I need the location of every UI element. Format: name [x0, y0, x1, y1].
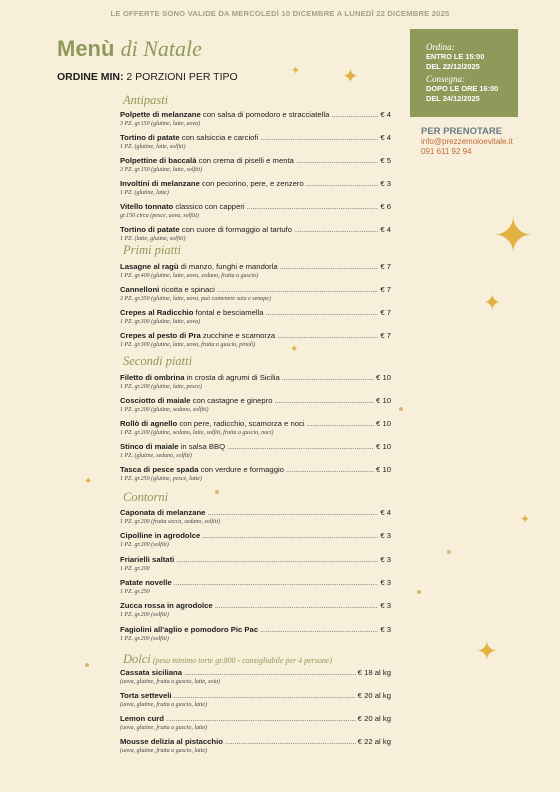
menu-item-price: € 20 al kg — [357, 691, 391, 700]
menu-item — [120, 285, 391, 303]
leader-dots — [266, 308, 379, 318]
order-min-label: ORDINE MIN: — [57, 71, 124, 83]
menu-item-row — [120, 737, 391, 747]
menu-item-bold: Cannelloni — [120, 285, 160, 294]
menu-item — [120, 179, 391, 197]
menu-item-name — [120, 262, 278, 272]
section-title-antipasti: Antipasti — [123, 93, 169, 107]
menu-item-row — [120, 285, 391, 295]
menu-item — [120, 442, 391, 460]
menu-item-price: € 10 — [376, 442, 391, 451]
menu-item-bold: Tasca di pesce spada — [120, 465, 199, 474]
menu-item-description: con salsa di pomodoro e stracciatella — [200, 110, 330, 119]
menu-item-details: 3 PZ. gr.350 (glutine, latte, uova, può contenere soia e senape) — [120, 296, 271, 302]
menu-item-price: € 4 — [380, 225, 391, 234]
menu-item-bold: Torta setteveli — [120, 691, 172, 700]
menu-item-name — [120, 691, 172, 701]
menu-item — [120, 737, 391, 755]
menu-item-row — [120, 202, 391, 212]
contact-block — [421, 126, 513, 157]
star-icon: ✦ — [476, 636, 498, 666]
menu-item — [120, 110, 391, 128]
contact-heading: PER PRENOTARE — [421, 126, 503, 137]
menu-item-bold: Vitello tonnato — [120, 202, 174, 211]
menu-item-price: € 18 al kg — [357, 668, 391, 677]
menu-item-description: con salsiccia e carciofi — [179, 133, 259, 142]
order-min-value: 2 PORZIONI PER TIPO — [126, 71, 238, 83]
menu-item-price: € 10 — [376, 396, 391, 405]
menu-item-row — [120, 225, 391, 235]
leader-dots — [331, 110, 378, 120]
section-title-dolci — [123, 652, 332, 667]
title-main: Menù — [57, 36, 115, 61]
leader-dots — [166, 714, 356, 724]
menu-item-details: 1 PZ. (glutine, sedano, solfiti) — [120, 453, 192, 459]
menu-item — [120, 225, 391, 243]
menu-item-details: gr.150 circa (pesce, uova, solfiti) — [120, 213, 199, 219]
title-accent: di Natale — [120, 36, 202, 61]
dot-icon — [417, 590, 421, 594]
menu-item — [120, 202, 391, 220]
menu-item-row — [120, 555, 391, 565]
menu-item-details: 1 PZ. gr.200 (glutine, latte, pesce) — [120, 384, 202, 390]
menu-item-row — [120, 668, 391, 678]
menu-item-name — [120, 714, 164, 724]
menu-item — [120, 668, 391, 686]
menu-item-price: € 3 — [380, 554, 391, 564]
dot-icon — [215, 490, 219, 494]
menu-item-bold: Mousse delizia al pistacchio — [120, 737, 223, 746]
menu-item-name — [120, 285, 215, 295]
menu-item-bold: Polpette di melanzane — [120, 110, 201, 119]
menu-item-description: con crema di piselli e menta — [196, 156, 294, 165]
consegna-line2: DEL 24/12/2025 — [426, 93, 480, 103]
menu-item-row — [120, 714, 391, 724]
menu-item-details: (uova, glutine, frutta a guscio, latte) — [120, 748, 207, 754]
menu-item — [120, 578, 391, 596]
menu-item-bold: Polpettine di baccalà — [120, 156, 197, 165]
dot-icon — [399, 407, 403, 411]
menu-item-description: con pecorino, pere, e zenzero — [199, 179, 304, 188]
star-icon: ✦ — [342, 66, 359, 88]
leader-dots — [286, 465, 374, 475]
menu-item-name — [120, 555, 174, 565]
menu-item-description: classico con capperi — [173, 202, 245, 211]
menu-item-details: 3 PZ. gr.150 (glutine, latte, uova) — [120, 121, 201, 127]
star-icon: ✦ — [84, 476, 93, 487]
menu-item-row — [120, 691, 391, 701]
leader-dots — [275, 396, 374, 406]
ordina-line1: ENTRO LE 15:00 — [426, 52, 485, 61]
page-title — [57, 36, 202, 62]
menu-item-details: 1 PZ. gr.250 — [120, 588, 150, 595]
star-icon: ✦ — [290, 344, 299, 355]
menu-item-details: 1 PZ. gr.300 (glutine, latte, uova) — [120, 319, 201, 325]
leader-dots — [294, 225, 378, 235]
menu-item-description: fontal e besciamella — [193, 308, 264, 317]
menu-item-name — [120, 133, 258, 143]
menu-item-details: 1 PZ. gr.200 (frutta secca, sedano, solfiti) — [120, 519, 220, 525]
menu-item — [120, 156, 391, 174]
menu-item-details: 1 PZ. gr.200 (solfiti) — [120, 612, 169, 619]
leader-dots — [247, 202, 379, 212]
section-title-contorni: Contorni — [123, 490, 169, 504]
menu-item — [120, 331, 391, 349]
menu-item-price: € 6 — [380, 202, 391, 211]
star-icon: ✦ — [483, 290, 502, 315]
menu-item-details: 1 PZ. gr.200 (solfiti) — [120, 542, 169, 549]
menu-item — [120, 308, 391, 326]
menu-item — [120, 691, 391, 709]
leader-dots — [277, 331, 378, 341]
menu-item-name — [120, 465, 284, 475]
star-icon: ✦ — [520, 512, 531, 526]
section-title-secondi: Secondi piatti — [123, 354, 193, 368]
menu-item-details: 1 PZ. gr.200 — [120, 565, 150, 572]
menu-item-bold: Lasagne al ragù — [120, 262, 179, 271]
dot-icon — [85, 663, 89, 667]
menu-item-details: (uova, glutine, frutta a guscio, latte) — [120, 702, 207, 708]
menu-item-description: con cuore di formaggio al tartufo — [179, 225, 293, 234]
menu-item-row — [120, 308, 391, 318]
menu-item-description: zucchine e scamorza — [200, 331, 276, 340]
menu-item-row — [120, 508, 391, 518]
menu-item-row — [120, 578, 391, 588]
menu-item-price: € 20 al kg — [357, 714, 391, 723]
leader-dots — [282, 373, 374, 383]
consegna-label: Consegna: — [426, 74, 465, 84]
menu-item-name — [120, 668, 182, 678]
menu-item — [120, 625, 391, 643]
menu-item-row — [120, 465, 391, 475]
menu-item-row — [120, 179, 391, 189]
leader-dots — [225, 737, 356, 747]
menu-item-name — [120, 737, 223, 747]
menu-item-description: ricotta e spinaci — [159, 285, 215, 294]
menu-item — [120, 601, 391, 619]
menu-item-row — [120, 373, 391, 383]
menu-item-row — [120, 133, 391, 143]
menu-item-row — [120, 262, 391, 272]
menu-item-price: € 4 — [380, 110, 391, 119]
menu-item-name — [120, 156, 294, 166]
menu-item-details: 3 PZ. gr.150 (glutine, latte, solfiti) — [120, 167, 203, 173]
menu-item-name — [120, 179, 304, 189]
menu-item-name — [120, 396, 273, 406]
menu-item-price: € 10 — [376, 419, 391, 428]
menu-item-description: in salsa BBQ — [178, 442, 226, 451]
menu-item-price: € 5 — [380, 156, 391, 165]
menu-item-price: € 7 — [380, 262, 391, 271]
menu-item-bold: Tortino di patate — [120, 133, 180, 142]
menu-item-description: con castagne e ginepro — [190, 396, 273, 405]
menu-item-price: € 3 — [380, 531, 391, 541]
menu-item-bold: Tortino di patate — [120, 225, 180, 234]
menu-item-name — [120, 508, 205, 518]
leader-dots — [227, 442, 374, 452]
menu-item-price: € 7 — [380, 308, 391, 317]
leader-dots — [215, 601, 379, 611]
menu-item-name — [120, 373, 280, 383]
menu-item-details: 1 PZ. gr.300 (glutine, latte, uova, frutta a guscio, pinoli) — [120, 342, 256, 348]
menu-item — [120, 555, 391, 573]
menu-item-description: di manzo, funghi e mandorla — [178, 262, 278, 271]
menu-item — [120, 419, 391, 437]
menu-item — [120, 396, 391, 414]
leader-dots — [174, 578, 379, 588]
leader-dots — [306, 179, 379, 189]
menu-item-row — [120, 601, 391, 611]
menu-item-bold: Fagiolini all'aglio e pomodoro Pic Pac — [120, 624, 259, 634]
menu-item-price: € 3 — [380, 179, 391, 188]
menu-item — [120, 508, 391, 526]
menu-item-bold: Crepes al Radicchio — [120, 308, 194, 317]
validity-notice: LE OFFERTE SONO VALIDE DA MERCOLEDÌ 10 DICEMBRE A LUNEDÌ 22 DICEMBRE 2025 — [110, 9, 450, 18]
menu-item-row — [120, 419, 391, 429]
menu-item-price: € 3 — [380, 577, 391, 587]
menu-item-bold: Stinco di maiale — [120, 442, 179, 451]
menu-item-name — [120, 308, 264, 318]
menu-item-row — [120, 110, 391, 120]
menu-item-name — [120, 110, 329, 120]
menu-item-row — [120, 396, 391, 406]
menu-item-price: € 3 — [380, 601, 391, 611]
menu-item-details: 1 PZ. gr.250 (glutine, pesce, latte) — [120, 476, 202, 482]
menu-item-name — [120, 625, 258, 635]
menu-item-bold: Involtini di melanzane — [120, 179, 200, 188]
menu-item-row — [120, 625, 391, 635]
menu-item-row — [120, 156, 391, 166]
menu-item-price: € 7 — [380, 285, 391, 294]
menu-item-details: 1 PZ. gr.200 (solfiti) — [120, 635, 169, 642]
menu-item-price: € 7 — [380, 331, 391, 340]
star-icon: ✦ — [493, 210, 534, 263]
menu-item-bold: Filetto di ombrina — [120, 373, 185, 382]
menu-item-bold: Crepes al pesto di Pra — [120, 331, 201, 340]
menu-item — [120, 133, 391, 151]
menu-item — [120, 373, 391, 391]
leader-dots — [280, 262, 379, 272]
contact-phone[interactable]: 091 611 92 94 — [421, 147, 472, 156]
leader-dots — [202, 531, 378, 541]
menu-item-details: 1 PZ. gr.200 (glutine, sedano, latte, solfiti, frutta a guscio, noci) — [120, 430, 274, 436]
menu-item — [120, 531, 391, 549]
menu-item-description: con pere, radicchio, scamorza e noci — [177, 419, 305, 428]
ordina-line2: DEL 22/12/2025 — [426, 61, 480, 71]
leader-dots — [176, 555, 378, 565]
menu-item-details: 1 PZ. (glutine, latte, solfiti) — [120, 144, 186, 150]
menu-item-bold: Cassata siciliana — [120, 668, 182, 677]
leader-dots — [260, 133, 378, 143]
menu-item-price: € 3 — [380, 624, 391, 634]
dolci-note: (peso minimo torte gr.800 - consigliabile per 4 persone) — [150, 656, 333, 665]
menu-item-details: 1 PZ. (glutine, latte) — [120, 190, 169, 196]
menu-item-name — [120, 578, 172, 588]
menu-item-details: (uova, glutine, frutta a guscio, latte, soia) — [120, 679, 220, 685]
menu-item-price: € 10 — [376, 465, 391, 474]
menu-item-name — [120, 419, 305, 429]
menu-item-description: con verdure e formaggio — [198, 465, 284, 474]
leader-dots — [174, 691, 356, 701]
star-icon: ✦ — [291, 65, 301, 77]
menu-item-bold: Patate novelle — [120, 577, 172, 587]
contact-email[interactable]: info@prezzemoloevitale.it — [421, 137, 513, 146]
menu-item-name — [120, 225, 292, 235]
menu-item-row — [120, 442, 391, 452]
menu-item-details: 1 PZ. gr.200 (glutine, sedano, solfiti) — [120, 407, 209, 413]
section-title-primi: Primi piatti — [123, 243, 181, 257]
leader-dots — [217, 285, 378, 295]
menu-item-bold: Lemon curd — [120, 714, 164, 723]
order-info-box — [410, 29, 518, 117]
menu-item-price: € 4 — [380, 508, 391, 517]
leader-dots — [207, 508, 378, 518]
menu-item-row — [120, 531, 391, 541]
menu-item-price: € 4 — [380, 133, 391, 142]
menu-item-name — [120, 331, 275, 341]
menu-item-bold: Caponata di melanzane — [120, 508, 206, 517]
menu-item-price: € 10 — [376, 373, 391, 382]
menu-item-bold: Friarielli saltati — [120, 554, 175, 564]
menu-item-details: (uova, glutine, frutta a guscio, latte) — [120, 725, 207, 731]
menu-item-bold: Zucca rossa in agrodolce — [120, 601, 213, 611]
menu-item-bold: Cosciotto di maiale — [120, 396, 191, 405]
leader-dots — [296, 156, 378, 166]
menu-item-name — [120, 202, 245, 212]
menu-item-details: 1 PZ. gr.400 (glutine, latte, uova, sedano, frutta a guscio) — [120, 273, 259, 279]
menu-item-name — [120, 442, 225, 452]
menu-item-row — [120, 331, 391, 341]
leader-dots — [307, 419, 374, 429]
menu-item — [120, 714, 391, 732]
menu-item-description: in crosta di agrumi di Sicilia — [184, 373, 280, 382]
order-minimum — [57, 71, 238, 83]
leader-dots — [184, 668, 356, 678]
menu-item-bold: Cipolline in agrodolce — [120, 531, 201, 541]
menu-item-price: € 22 al kg — [357, 737, 391, 746]
leader-dots — [260, 625, 378, 635]
menu-item — [120, 262, 391, 280]
menu-item — [120, 465, 391, 483]
consegna-line1: DOPO LE ORE 16:00 — [426, 84, 499, 93]
menu-item-name — [120, 601, 213, 611]
menu-item-details: 1 PZ. (latte, glutine, solfiti) — [120, 236, 186, 242]
dot-icon — [447, 550, 451, 554]
dolci-title: Dolci — [123, 652, 151, 666]
menu-item-name — [120, 531, 200, 541]
menu-item-bold: Rollò di agnello — [120, 419, 178, 428]
ordina-label: Ordina: — [426, 42, 455, 52]
